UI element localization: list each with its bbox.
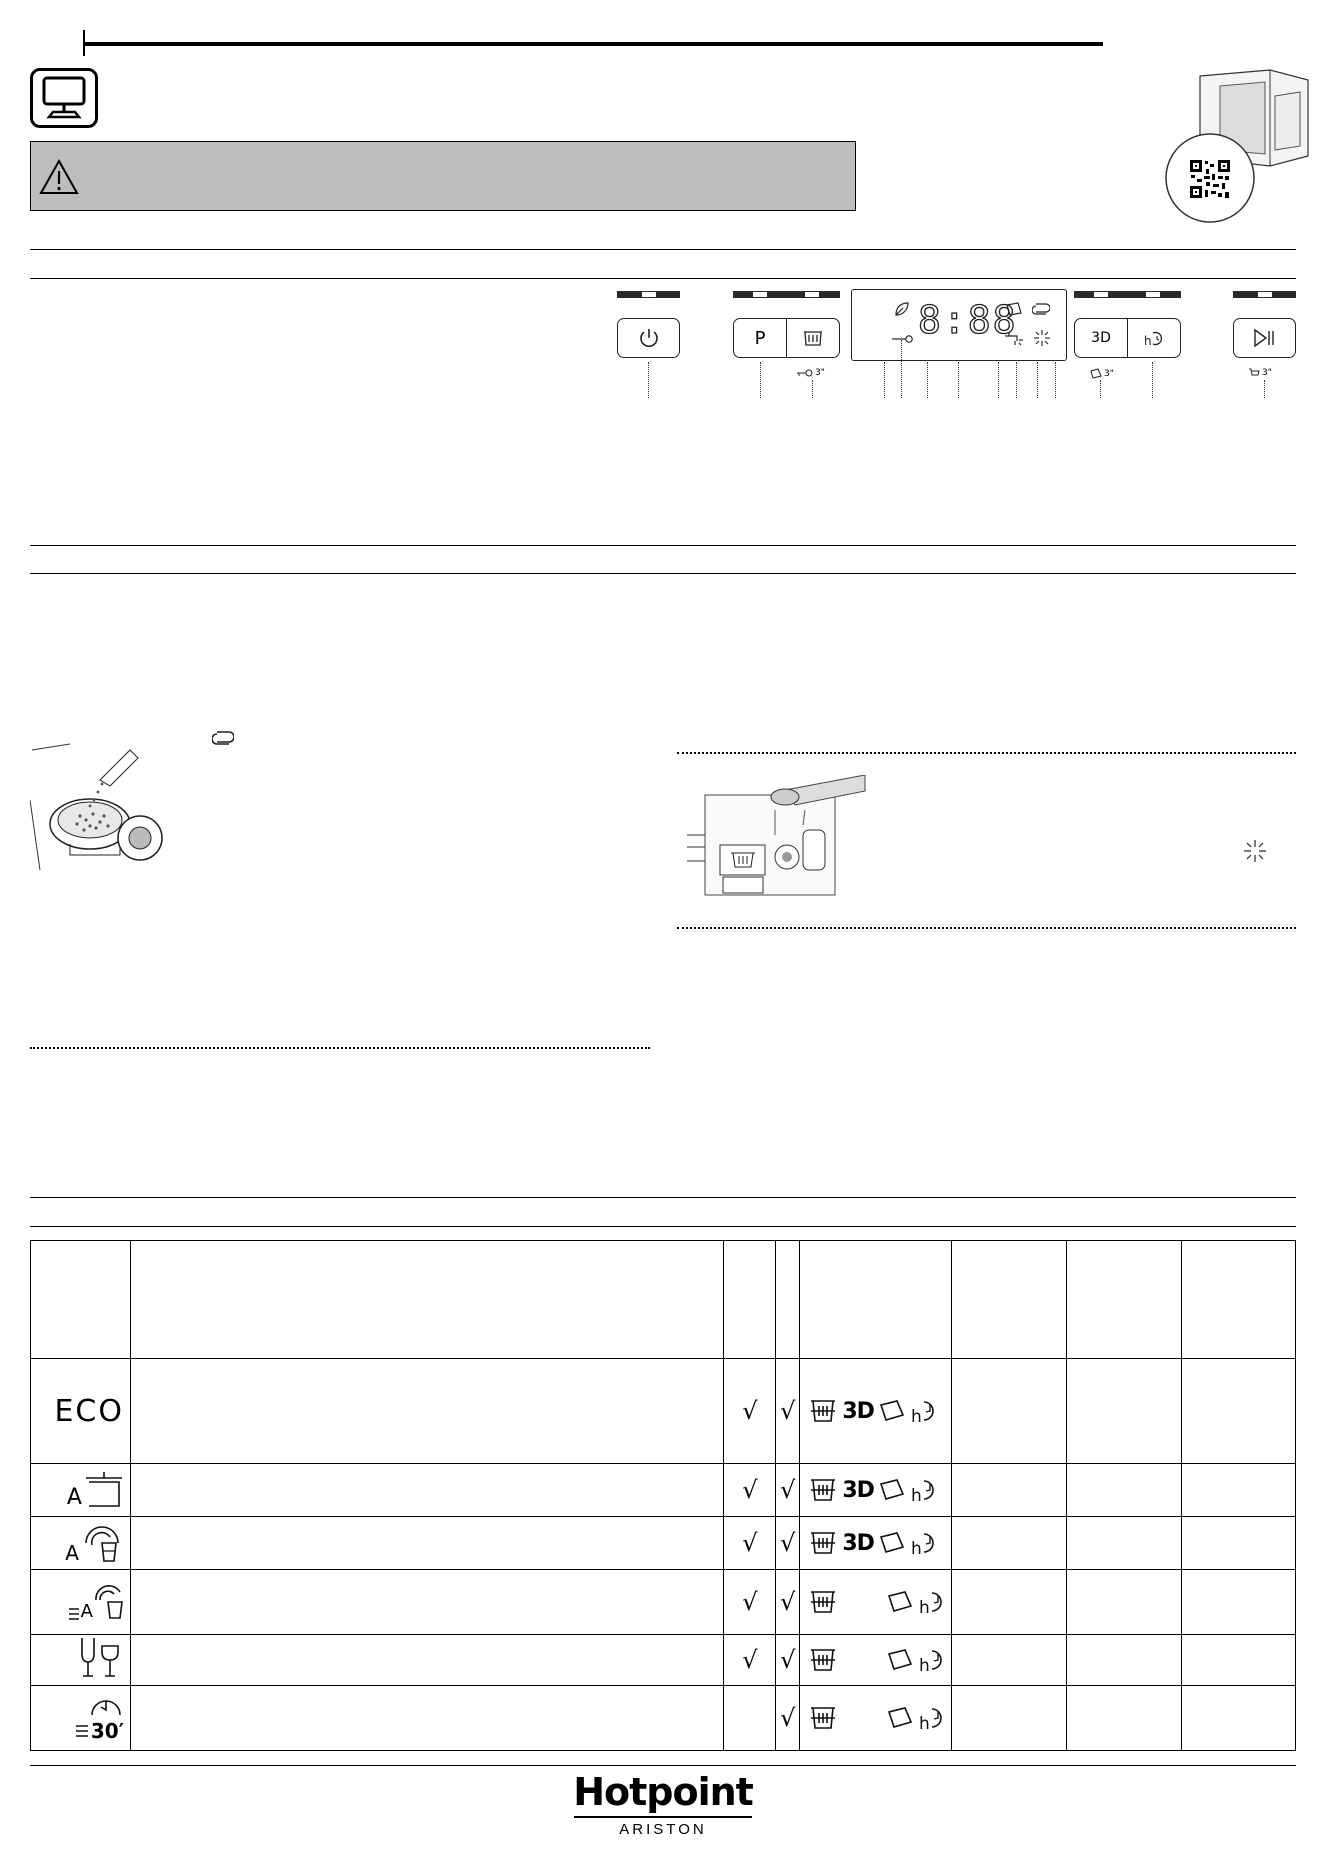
program-options	[800, 1475, 951, 1505]
svg-text:h: h	[910, 1407, 922, 1426]
svg-text:h: h	[910, 1486, 922, 1505]
leader-display-8	[1055, 362, 1056, 398]
leader-program	[760, 362, 761, 398]
section-rule-3a	[30, 1197, 1296, 1198]
program-indicator-bar	[733, 291, 840, 298]
delay-start-icon	[910, 1528, 942, 1558]
tablet-icon	[886, 1590, 914, 1614]
svg-text:h: h	[919, 1656, 931, 1675]
leader-display-6	[1016, 362, 1017, 398]
svg-text:h: h	[910, 1539, 922, 1558]
program-options	[800, 1528, 951, 1558]
cart-icon	[1248, 368, 1260, 378]
basket-icon	[808, 1646, 838, 1674]
3d-button[interactable]: 3D	[1074, 318, 1128, 358]
section-rule-1b	[30, 278, 1296, 279]
rapid-30-label: 30′	[90, 1719, 124, 1743]
tick-mark: √	[780, 1397, 796, 1425]
dotted-separator-left	[30, 1047, 650, 1049]
leader-power	[648, 362, 649, 398]
leader-display-4	[958, 362, 959, 398]
tablet-icon	[886, 1706, 914, 1730]
half-load-hold-label: 3"	[797, 368, 825, 378]
salt-refill-illustration	[30, 740, 180, 875]
table-row	[31, 1570, 1296, 1635]
delay-start-button[interactable]	[1127, 318, 1181, 358]
power-button[interactable]	[617, 318, 680, 358]
delay-start-icon	[918, 1587, 950, 1617]
rinse-aid-refill-illustration	[685, 775, 875, 900]
table-header-row	[31, 1241, 1296, 1359]
leader-3d	[1100, 380, 1101, 398]
options-indicator-bar	[1074, 291, 1181, 298]
monitor-icon	[30, 68, 98, 128]
top-rule-tick	[83, 30, 85, 56]
power-indicator-bar	[617, 291, 680, 298]
start-hold-label: 3"	[1248, 368, 1272, 378]
tick-mark: √	[742, 1646, 758, 1674]
leader-display-3	[927, 362, 928, 398]
svg-text:h: h	[919, 1598, 931, 1617]
leader-start	[1264, 380, 1265, 398]
section-rule-3b	[30, 1226, 1296, 1227]
delay-start-icon	[910, 1396, 942, 1426]
basket-icon	[808, 1397, 838, 1425]
3d-option-label: 3D	[842, 1477, 874, 1503]
table-row	[31, 1464, 1296, 1517]
tick-mark: √	[742, 1397, 758, 1425]
leader-display-7	[1037, 362, 1038, 398]
footer-rule	[30, 1765, 1296, 1766]
dotted-separator-right-bottom	[677, 927, 1296, 929]
key-lock-icon	[892, 334, 914, 344]
programs-table	[30, 1240, 1296, 1751]
tick-mark: √	[780, 1476, 796, 1504]
tablet-icon	[1005, 301, 1023, 317]
3d-option-label: 3D	[842, 1530, 874, 1556]
tick-mark: √	[742, 1476, 758, 1504]
start-pause-button[interactable]	[1233, 318, 1296, 358]
table-row	[31, 1359, 1296, 1464]
salt-icon	[1032, 302, 1050, 316]
eco-program-label: ECO	[54, 1393, 124, 1429]
brand-subname: ARISTON	[619, 1821, 707, 1838]
tablet-icon	[886, 1648, 914, 1672]
program-options	[800, 1587, 951, 1617]
rinse-aid-icon	[1033, 329, 1051, 347]
eco-leaf-icon	[893, 300, 911, 318]
leader-display-5	[998, 362, 999, 398]
section-rule-2a	[30, 545, 1296, 546]
tablet-small-icon	[1090, 368, 1102, 379]
basket-icon	[808, 1476, 838, 1504]
play-pause-icon	[1252, 328, 1278, 348]
table-row	[31, 1686, 1296, 1751]
delay-start-icon	[918, 1703, 950, 1733]
tablet-hold-label: 3"	[1090, 368, 1114, 379]
start-indicator-bar	[1233, 291, 1296, 298]
program-options	[800, 1396, 951, 1426]
delay-start-icon	[1143, 327, 1165, 349]
svg-text:h: h	[1144, 334, 1152, 348]
delay-start-icon	[918, 1645, 950, 1675]
dishwasher-qr-illustration	[1160, 66, 1310, 231]
speed-lines-icon	[75, 1723, 89, 1739]
brand-logo	[560, 1770, 766, 1838]
rinse-symbol-icon	[1243, 839, 1267, 863]
dotted-separator-right-top	[677, 752, 1296, 754]
pot-icon	[84, 1470, 124, 1510]
display-digits: 8:88	[918, 298, 1018, 342]
program-button[interactable]: P	[733, 318, 787, 358]
leader-half-load	[812, 380, 813, 398]
auto-label: A	[66, 1485, 82, 1510]
svg-text:h: h	[919, 1714, 931, 1733]
delay-start-icon	[910, 1475, 942, 1505]
section-rule-2b	[30, 573, 1296, 574]
table-row	[31, 1517, 1296, 1570]
program-options	[800, 1645, 951, 1675]
basket-icon	[808, 1529, 838, 1557]
3d-option-label: 3D	[842, 1398, 874, 1424]
half-load-button[interactable]	[786, 318, 840, 358]
basket-icon	[802, 328, 824, 348]
key-icon	[797, 369, 813, 377]
warning-triangle-icon	[39, 159, 79, 195]
basket-icon	[808, 1704, 838, 1732]
speed-lines-icon	[68, 1606, 80, 1622]
leader-delay	[1152, 362, 1153, 398]
salt-symbol-icon	[212, 729, 234, 747]
power-icon	[637, 326, 661, 350]
program-options	[800, 1703, 951, 1733]
warning-banner	[30, 141, 856, 211]
top-rule	[83, 42, 1103, 46]
tick-mark: √	[780, 1646, 796, 1674]
tick-mark: √	[780, 1588, 796, 1616]
tick-mark: √	[780, 1529, 796, 1557]
brand-name: Hotpoint	[573, 1770, 753, 1814]
glasses-icon	[78, 1636, 124, 1680]
auto-normal-icon	[80, 1521, 124, 1565]
section-rule-1a	[30, 249, 1296, 250]
tick-mark: √	[742, 1588, 758, 1616]
leader-display-1	[884, 362, 885, 398]
table-row	[31, 1635, 1296, 1686]
rapid-30-icon	[88, 1693, 124, 1719]
tablet-icon	[878, 1399, 906, 1423]
auto-label: A	[80, 1600, 93, 1622]
basket-icon	[808, 1588, 838, 1616]
brand-divider	[574, 1816, 752, 1818]
leader-display-2	[901, 340, 902, 398]
tick-mark: √	[742, 1529, 758, 1557]
tap-icon	[1003, 329, 1025, 347]
auto-fast-icon	[94, 1578, 124, 1622]
tablet-icon	[878, 1531, 906, 1555]
auto-label: A	[65, 1541, 79, 1565]
tablet-icon	[878, 1478, 906, 1502]
tick-mark: √	[780, 1704, 796, 1732]
